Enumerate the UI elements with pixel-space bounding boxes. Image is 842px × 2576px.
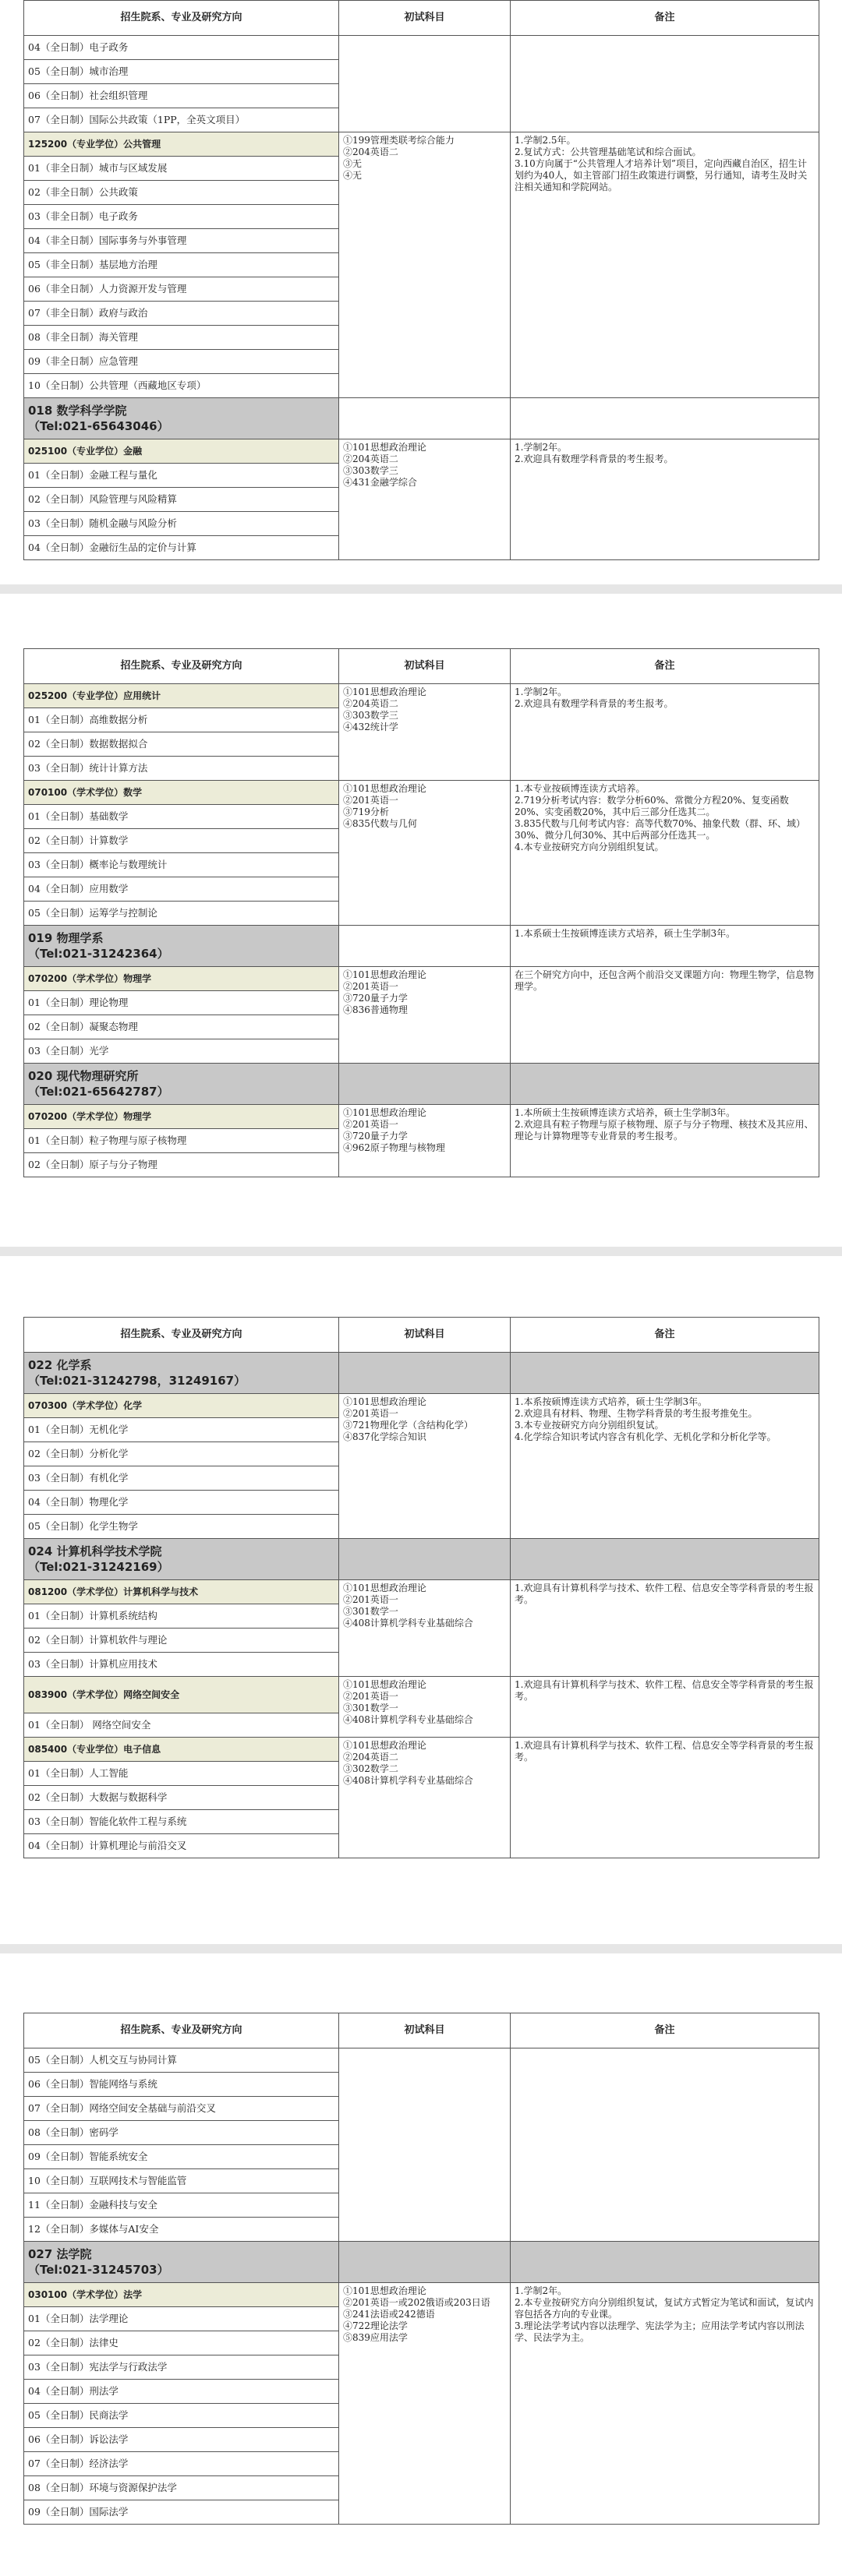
direction: 01（全日制）粒子物理与原子核物理 [24,1129,339,1153]
admission-table [23,2013,819,2525]
direction: 10（全日制）公共管理（西藏地区专项） [24,374,339,398]
department-row [24,926,819,967]
header-major: 招生院系、专业及研究方向 [24,2013,339,2048]
exam-subjects: ①101思想政治理论 ②204英语二 ③303数学三 ④431金融学综合 [339,439,511,560]
major-name: 125200（专业学位）公共管理 [24,132,339,157]
notes: 1.本系硕士生按硕博连读方式培养，硕士生学制3年。 [511,926,819,967]
direction: 03（全日制）计算机应用技术 [24,1653,339,1677]
header-major: 招生院系、专业及研究方向 [24,1,339,36]
notes: 在三个研究方向中，还包含两个前沿交叉课题方向：物理生物学，信息物理学。 [511,967,819,1064]
direction: 02（非全日制）公共政策 [24,181,339,205]
major-name: 070300（学术学位）化学 [24,1394,339,1418]
direction: 03（全日制）光学 [24,1039,339,1064]
direction: 09（全日制）国际法学 [24,2500,339,2525]
direction: 04（全日制）电子政务 [24,36,339,60]
major-row [24,132,819,157]
notes: 1.欢迎具有计算机科学与技术、软件工程、信息安全等学科背景的考生报考。 [511,1677,819,1738]
direction: 03（全日制）统计计算方法 [24,757,339,781]
direction: 03（非全日制）电子政务 [24,205,339,229]
direction: 02（全日制）原子与分子物理 [24,1153,339,1177]
admission-table [23,648,819,1177]
table-page-4 [23,2013,819,2525]
direction: 07（非全日制）政府与政治 [24,302,339,326]
direction: 07（全日制）经济法学 [24,2452,339,2476]
direction: 05（全日制）运筹学与控制论 [24,902,339,926]
page-separator [0,1944,842,1953]
direction: 05（全日制）城市治理 [24,60,339,84]
notes: 1.欢迎具有计算机科学与技术、软件工程、信息安全等学科背景的考生报考。 [511,1738,819,1858]
notes: 1.本专业按硕博连读方式培养。 2.719分析考试内容：数学分析60%、常微分方程20%、复变函数20%、实变函数20%，其中后三部分任选其二。 3.835代数与几何考试内容：高等代数70%、抽象代数（群、环、域）30%、微分几何30%、其中后两部分任选其一。 4.本专业按研究方向分别组织复试。 [511,781,819,926]
exam-subjects: ①101思想政治理论 ②201英语一 ③720量子力学 ④836普通物理 [339,967,511,1064]
direction: 01（非全日制）城市与区域发展 [24,157,339,181]
direction: 04（全日制）刑法学 [24,2380,339,2404]
direction: 05（全日制）化学生物学 [24,1515,339,1539]
department-name: 022 化学系 （Tel:021-31242798，31249167） [24,1353,339,1394]
department-name: 027 法学院 （Tel:021-31245703） [24,2242,339,2283]
notes: 1.欢迎具有计算机科学与技术、软件工程、信息安全等学科背景的考生报考。 [511,1580,819,1677]
page-separator [0,1247,842,1256]
direction: 01（全日制）金融工程与量化 [24,464,339,488]
major-name: 070200（学术学位）物理学 [24,967,339,991]
direction: 02（全日制）数据数据拟合 [24,732,339,757]
major-name: 030100（学术学位）法学 [24,2283,339,2307]
major-row [24,1580,819,1604]
direction: 09（全日制）智能系统安全 [24,2145,339,2169]
direction: 02（全日制）分析化学 [24,1442,339,1466]
major-name: 070100（学术学位）数学 [24,781,339,805]
department-row [24,1064,819,1105]
direction: 02（全日制）凝聚态物理 [24,1015,339,1039]
direction: 03（全日制）随机金融与风险分析 [24,512,339,536]
direction: 01（全日制）基础数学 [24,805,339,829]
table-page-2 [23,648,819,1177]
direction: 02（全日制）计算机软件与理论 [24,1629,339,1653]
exam-subjects: ①199管理类联考综合能力 ②204英语二 ③无 ④无 [339,132,511,398]
direction: 07（全日制）网络空间安全基础与前沿交叉 [24,2097,339,2121]
direction: 01（全日制）计算机系统结构 [24,1604,339,1629]
notes: 1.本所硕士生按硕博连读方式培养，硕士生学制3年。 2.欢迎具有粒子物理与原子核物理、原子与分子物理、核技术及其应用、理论与计算物理等专业背景的考生报考。 [511,1105,819,1177]
direction: 06（非全日制）人力资源开发与管理 [24,277,339,302]
direction: 10（全日制）互联网技术与智能监管 [24,2169,339,2193]
exam-subjects: ①101思想政治理论 ②204英语二 ③303数学三 ④432统计学 [339,684,511,781]
direction: 01（全日制）理论物理 [24,991,339,1015]
exam-subjects: ①101思想政治理论 ②201英语一或202俄语或203日语 ③241法语或242德语 ④722理论法学 ⑤839应用法学 [339,2283,511,2525]
major-row [24,781,819,805]
notes: 1.学制2年。 2.本专业按研究方向分别组织复试，复试方式暂定为笔试和面试，复试内容包括各方向的专业课。 3.理论法学考试内容以法理学、宪法学为主；应用法学考试内容以刑法学、民法学为主。 [511,2283,819,2525]
direction: 08（全日制）密码学 [24,2121,339,2145]
direction: 04（全日制）应用数学 [24,877,339,902]
header-notes: 备注 [511,1318,819,1353]
admission-table [23,0,819,560]
major-row [24,439,819,464]
header-major: 招生院系、专业及研究方向 [24,649,339,684]
department-name: 024 计算机科学技术学院 （Tel:021-31242169） [24,1539,339,1580]
major-row [24,2283,819,2307]
direction: 02（全日制）大数据与数据科学 [24,1786,339,1810]
direction: 03（全日制）宪法学与行政法学 [24,2355,339,2380]
major-row [24,967,819,991]
direction: 09（非全日制）应急管理 [24,350,339,374]
header-notes: 备注 [511,1,819,36]
direction: 06（全日制）诉讼法学 [24,2428,339,2452]
direction: 05（全日制）民商法学 [24,2404,339,2428]
exam-subjects: ①101思想政治理论 ②201英语一 ③301数学一 ④408计算机学科专业基础综合 [339,1580,511,1677]
department-row [24,1353,819,1394]
direction: 01（全日制）法学理论 [24,2307,339,2331]
major-name: 025100（专业学位）金融 [24,439,339,464]
direction: 06（全日制）社会组织管理 [24,84,339,108]
table-header [24,1318,819,1353]
direction: 08（全日制）环境与资源保护法学 [24,2476,339,2500]
direction: 04（全日制）计算机理论与前沿交叉 [24,1834,339,1858]
notes: 1.学制2.5年。 2.复试方式：公共管理基础笔试和综合面试。 3.10方向属于“公共管理人才培养计划”项目，定向西藏自治区，招生计划约为40人，如主管部门招生政策进行调整，另行通知，请考生及时关注相关通知和学院网站。 [511,132,819,398]
direction: 04（全日制）物理化学 [24,1491,339,1515]
direction: 01（全日制）无机化学 [24,1418,339,1442]
direction: 04（非全日制）国际事务与外事管理 [24,229,339,253]
table-row [24,2048,819,2073]
direction: 08（非全日制）海关管理 [24,326,339,350]
exam-subjects: ①101思想政治理论 ②201英语一 ③301数学一 ④408计算机学科专业基础综合 [339,1677,511,1738]
direction: 02（全日制）法律史 [24,2331,339,2355]
page-separator [0,584,842,594]
table-header [24,1,819,36]
department-row [24,398,819,439]
header-exam: 初试科目 [339,2013,511,2048]
header-exam: 初试科目 [339,1318,511,1353]
table-header [24,2013,819,2048]
header-notes: 备注 [511,649,819,684]
major-name: 085400（专业学位）电子信息 [24,1738,339,1762]
header-exam: 初试科目 [339,1,511,36]
major-row [24,684,819,708]
notes: 1.本系按硕博连读方式培养，硕士生学制3年。 2.欢迎具有材料、物理、生物学科背景的考生报考推免生。 3.本专业按研究方向分别组织复试。 4.化学综合知识考试内容含有机化学、无机化学和分析化学等。 [511,1394,819,1539]
direction: 11（全日制）金融科技与安全 [24,2193,339,2218]
direction: 03（全日制）智能化软件工程与系统 [24,1810,339,1834]
department-name: 019 物理学系 （Tel:021-31242364） [24,926,339,967]
table-header [24,649,819,684]
exam-subjects: ①101思想政治理论 ②201英语一 ③719分析 ④835代数与几何 [339,781,511,926]
major-name: 083900（学术学位）网络空间安全 [24,1677,339,1713]
direction: 05（非全日制）基层地方治理 [24,253,339,277]
major-name: 081200（学术学位）计算机科学与技术 [24,1580,339,1604]
direction: 06（全日制）智能网络与系统 [24,2073,339,2097]
department-name: 020 现代物理研究所 （Tel:021-65642787） [24,1064,339,1105]
header-major: 招生院系、专业及研究方向 [24,1318,339,1353]
department-name: 018 数学科学学院 （Tel:021-65643046） [24,398,339,439]
major-row [24,1738,819,1762]
direction: 01（全日制）高维数据分析 [24,708,339,732]
exam-subjects: ①101思想政治理论 ②201英语一 ③721物理化学（含结构化学） ④837化学综合知识 [339,1394,511,1539]
table-page-1 [23,0,819,560]
direction: 02（全日制）计算数学 [24,829,339,853]
table-page-3 [23,1317,819,1858]
direction: 03（全日制）有机化学 [24,1466,339,1491]
direction: 04（全日制）金融衍生品的定价与计算 [24,536,339,560]
admission-table [23,1317,819,1858]
direction: 01（全日制）人工智能 [24,1762,339,1786]
major-row [24,1105,819,1129]
major-row [24,1677,819,1713]
direction: 03（全日制）概率论与数理统计 [24,853,339,877]
direction: 01（全日制） 网络空间安全 [24,1713,339,1738]
table-row [24,36,819,60]
direction: 07（全日制）国际公共政策（1PP，全英文项目） [24,108,339,132]
direction: 12（全日制）多媒体与AI安全 [24,2218,339,2242]
department-row [24,1539,819,1580]
direction: 05（全日制）人机交互与协同计算 [24,2048,339,2073]
major-row [24,1394,819,1418]
exam-subjects: ①101思想政治理论 ②201英语一 ③720量子力学 ④962原子物理与核物理 [339,1105,511,1177]
department-row [24,2242,819,2283]
header-notes: 备注 [511,2013,819,2048]
notes: 1.学制2年。 2.欢迎具有数理学科背景的考生报考。 [511,439,819,560]
direction: 02（全日制）风险管理与风险精算 [24,488,339,512]
major-name: 070200（学术学位）物理学 [24,1105,339,1129]
header-exam: 初试科目 [339,649,511,684]
notes: 1.学制2年。 2.欢迎具有数理学科背景的考生报考。 [511,684,819,781]
major-name: 025200（专业学位）应用统计 [24,684,339,708]
exam-subjects: ①101思想政治理论 ②204英语二 ③302数学二 ④408计算机学科专业基础综合 [339,1738,511,1858]
